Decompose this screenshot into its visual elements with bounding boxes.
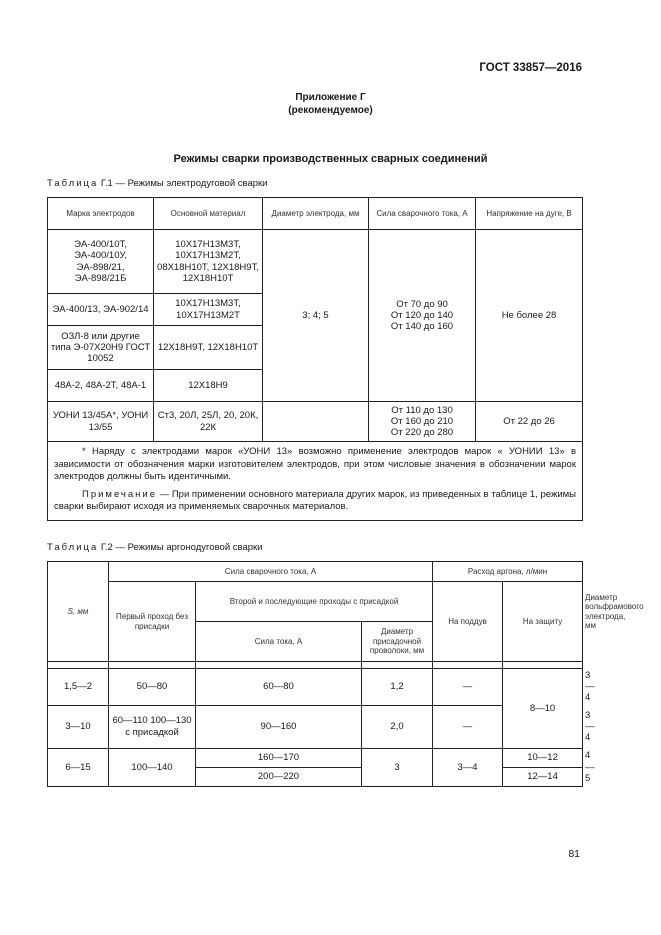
table1-electric-arc-welding bbox=[47, 197, 583, 521]
table1-caption bbox=[47, 178, 268, 189]
table2-first-cell: 100—140 bbox=[109, 748, 196, 786]
table2-s-cell: 1,5—2 bbox=[48, 669, 109, 706]
table1-current-value: От 70 до 90 bbox=[396, 298, 448, 310]
table1-header-diameter: Диаметр электрода, мм bbox=[263, 198, 369, 230]
table2-header-first-pass: Первый проход без присадки bbox=[109, 582, 196, 662]
table1-electrode-cell: УОНИ 13/45А*, УОНИ 13/55 bbox=[48, 402, 154, 442]
table2-root-cell: 3—4 bbox=[433, 748, 503, 786]
table2-header-root: На поддув bbox=[433, 582, 503, 662]
table2-separator-row bbox=[48, 662, 583, 669]
standard-number: ГОСТ 33857—2016 bbox=[479, 62, 582, 74]
table1-current-value: От 120 до 140 bbox=[390, 309, 454, 321]
table1-material-cell: 12Х18Н9 bbox=[154, 370, 263, 402]
table2-current-cell: 90—160 bbox=[196, 705, 362, 748]
table2-s-cell: 6—15 bbox=[48, 748, 109, 786]
table2-s-cell: 3—10 bbox=[48, 705, 109, 748]
table1-note-word: Примечание bbox=[82, 488, 157, 500]
table1-header-electrode: Марка электродов bbox=[48, 198, 154, 230]
table1-electrode-cell: ЭА-400/13, ЭА-902/14 bbox=[48, 294, 154, 326]
table2-wire-cell: 2,0 bbox=[362, 705, 433, 748]
appendix-subtitle: (рекомендуемое) bbox=[288, 105, 373, 116]
table1-current-cell-a bbox=[369, 230, 476, 402]
table2-current-cell: 160—170 bbox=[196, 748, 362, 767]
table2-argon-arc-welding: S, мм Сила сварочного тока, А Расход аргона, л/мин Диаметр вольфрамового электрода, мм Первый проход без присадки Второй и последующие проходы с присадкой На поддув На защиту Сила тока, А Диаметр присадочной проволоки, мм 1,5—2 50—80 60—80 1,2 — 8—10 3—4 3—10 60—110 100—130 с присадкой 90—160 2,0 — 3—4 6—15 100—140 160—170 3 3—4 10—12 4—5 200—220 12—14 bbox=[47, 561, 583, 787]
section-title: Режимы сварки производственных сварных соединений bbox=[173, 153, 488, 165]
table1-material-cell: 10Х17Н13М3Т, 10Х17Н13М2Т, 08Х18Н10Т, 12Х18Н9Т, 12Х18Н10Т bbox=[154, 230, 263, 294]
table-row bbox=[48, 402, 583, 442]
table2-current-cell: 200—220 bbox=[196, 767, 362, 786]
table1-current-value: От 220 до 280 bbox=[390, 427, 454, 439]
table2-shield-cell: 8—10 bbox=[503, 669, 583, 749]
table1-voltage-cell-a: Не более 28 bbox=[476, 230, 583, 402]
table2-first-cell: 50—80 bbox=[109, 669, 196, 706]
table1-note-text: — При применении основного материала других марок, из приведенных в таблице 1, режимы сварки выбирают исходя из применяемых сварочных материалов. bbox=[54, 488, 576, 513]
table1-note bbox=[54, 489, 576, 514]
table2-header-s: S, мм bbox=[48, 562, 109, 662]
table-row: 6—15 100—140 160—170 3 3—4 10—12 4—5 bbox=[48, 748, 583, 767]
table1-header-material: Основной материал bbox=[154, 198, 263, 230]
table1-header-voltage: Напряжение на дуге, В bbox=[476, 198, 583, 230]
table-row: 3—10 60—110 100—130 с присадкой 90—160 2,0 — 3—4 bbox=[48, 705, 583, 748]
table1-material-cell: Ст3, 20Л, 25Л, 20, 20К, 22К bbox=[154, 402, 263, 442]
table1-material-cell: 12Х18Н9Т, 12Х18Н10Т bbox=[154, 326, 263, 370]
table1-header-current: Сила сварочного тока, А bbox=[369, 198, 476, 230]
table2-header-next-passes: Второй и последующие проходы с присадкой bbox=[196, 582, 433, 622]
table2-header-current-value: Сила тока, А bbox=[196, 622, 362, 662]
table2-first-cell: 60—110 100—130 с присадкой bbox=[109, 705, 196, 748]
table2-shield-cell: 12—14 bbox=[503, 767, 583, 786]
table1-notes-cell bbox=[48, 442, 583, 521]
table2-root-cell: — bbox=[433, 705, 503, 748]
table2-caption-text: Г.2 — Режимы аргонодуговой сварки bbox=[98, 542, 263, 553]
table2-header-wire: Диаметр присадочной проволоки, мм bbox=[362, 622, 433, 662]
table1-diameter-cell-empty bbox=[263, 402, 369, 442]
table2-wire-cell: 3 bbox=[362, 748, 433, 786]
table1-diameter-cell: 3; 4; 5 bbox=[263, 230, 369, 402]
page-number: 81 bbox=[568, 848, 580, 860]
table2-root-cell: — bbox=[433, 669, 503, 706]
appendix-title: Приложение Г bbox=[295, 92, 366, 103]
table2-caption bbox=[47, 542, 262, 553]
table2-wire-cell: 1,2 bbox=[362, 669, 433, 706]
table2-header-argon: Расход аргона, л/мин bbox=[433, 562, 583, 582]
table1-current-value: От 160 до 210 bbox=[390, 415, 454, 427]
table1-current-value: От 110 до 130 bbox=[391, 404, 453, 416]
table1-electrode-cell: 48А-2, 48А-2Т, 48А-1 bbox=[48, 370, 154, 402]
table1-caption-word: Таблица bbox=[47, 178, 99, 189]
table2-caption-word: Таблица bbox=[47, 542, 99, 553]
table2-current-cell: 60—80 bbox=[196, 669, 362, 706]
table1-notes-row bbox=[48, 442, 583, 521]
table-row bbox=[48, 230, 583, 294]
table1-electrode-cell: ОЗЛ-8 или другие типа Э-07Х20Н9 ГОСТ 10052 bbox=[48, 326, 154, 370]
table1-current-cell-b bbox=[369, 402, 476, 442]
table1-voltage-cell-b: От 22 до 26 bbox=[476, 402, 583, 442]
table1-material-cell: 10Х17Н13М3Т, 10Х17Н13М2Т bbox=[154, 294, 263, 326]
table2-header-shield: На защиту bbox=[503, 582, 583, 662]
table1-electrode-cell: ЭА-400/10Т, ЭА-400/10У, ЭА-898/21, ЭА-898/21Б bbox=[48, 230, 154, 294]
table2-header-current: Сила сварочного тока, А bbox=[109, 562, 433, 582]
table2-shield-cell: 10—12 bbox=[503, 748, 583, 767]
table-row: 1,5—2 50—80 60—80 1,2 — 8—10 3—4 bbox=[48, 669, 583, 706]
table1-current-value: От 140 до 160 bbox=[390, 321, 454, 333]
table1-caption-text: Г.1 — Режимы электродуговой сварки bbox=[98, 178, 268, 189]
table1-footnote: * Наряду с электродами марок «УОНИ 13» возможно применение электродов марок « УОНИИ 13» в зависимости от обозначения марки изготовителем электродов, при этом числовые значения в обозначении марок электродов должны быть идентичными. bbox=[54, 446, 576, 483]
